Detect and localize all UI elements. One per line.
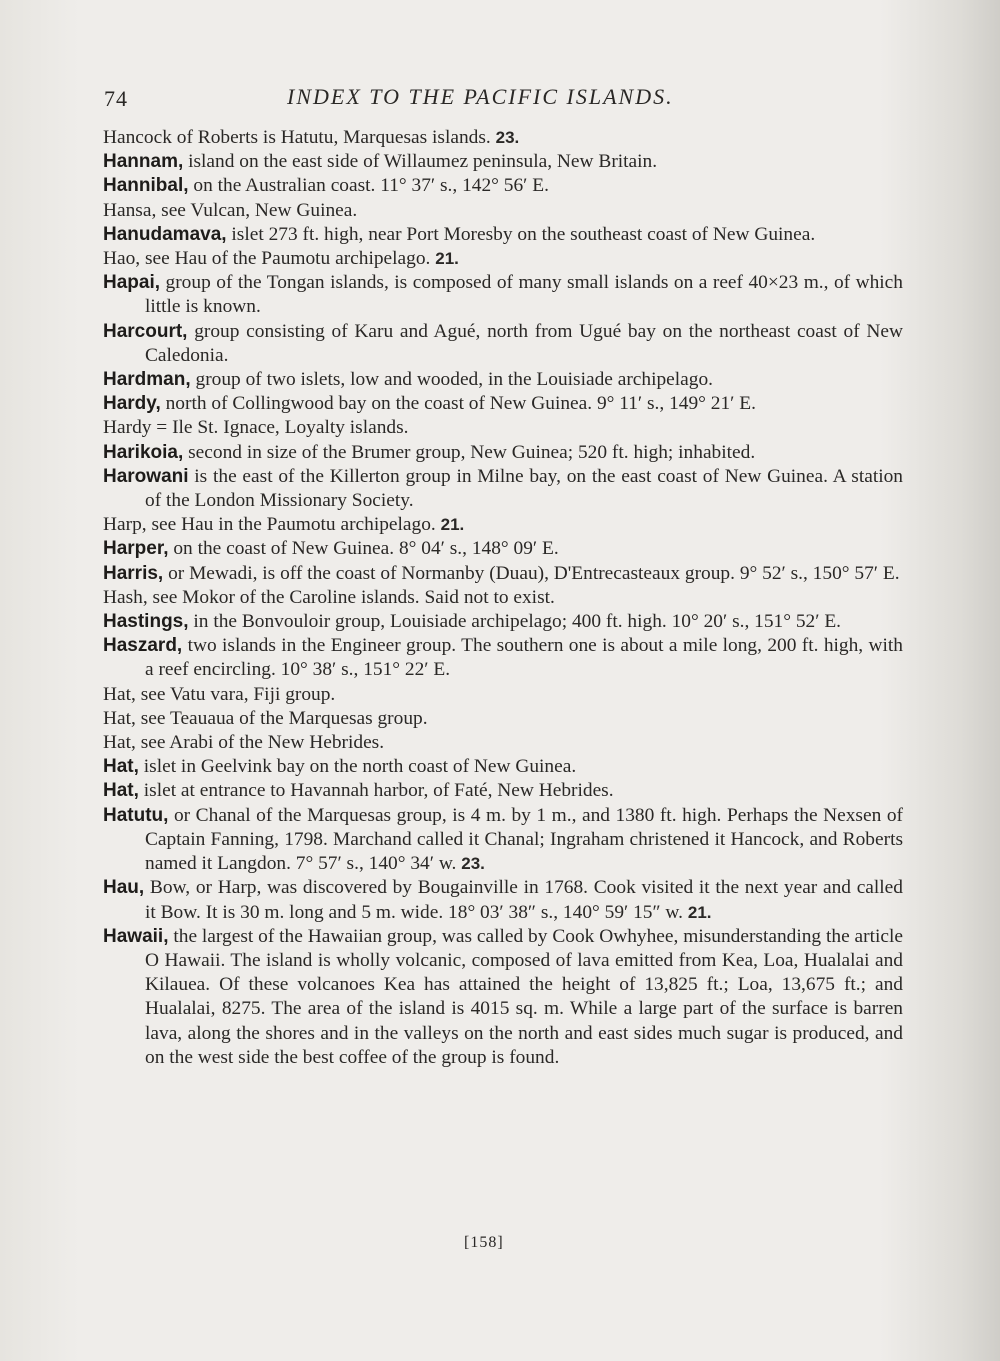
entry-text: Hat, see Arabi of the New Hebrides.: [103, 732, 385, 754]
entry-text: islet 273 ft. high, near Port Moresby on the southeast coast of New Guinea.: [231, 223, 816, 245]
entry-reference: 21.: [435, 249, 459, 269]
entry-headword: Harris,: [103, 562, 164, 584]
entry-text: is the east of the Killerton group in Milne bay, on the east coast of New Guinea. A station of the London Missionary Society.: [145, 465, 903, 512]
entry-headword: Harikoia,: [103, 441, 184, 463]
entry-text: on the Australian coast. 11° 37′ s., 142° 56′ E.: [193, 175, 549, 197]
entry-reference: 23.: [461, 854, 485, 874]
entry-headword: Hat,: [103, 756, 139, 778]
index-entry: [103, 174, 903, 198]
entry-headword: Harcourt,: [103, 320, 188, 342]
index-entry: [103, 126, 903, 150]
index-entry: [103, 779, 903, 803]
entry-text: group of two islets, low and wooded, in the Louisiade archipelago.: [195, 369, 714, 391]
entry-text: islet in Geelvink bay on the north coast of New Guinea.: [143, 756, 577, 778]
entry-text: islet at entrance to Havannah harbor, of Faté, New Hebrides.: [143, 780, 614, 802]
index-entry: [103, 199, 903, 223]
index-entry: [103, 586, 903, 610]
entry-text: in the Bonvouloir group, Louisiade archipelago; 400 ft. high. 10° 20′ s., 151° 52′ E.: [193, 611, 842, 633]
entry-text: the largest of the Hawaiian group, was called by Cook Owhyhee, misunderstanding the article O Hawaii. The island is wholly volcanic, composed of lava emitted from Kea, Loa, Hualalai and Kilauea. Of these volcanoes Kea has attained the height of 13,825 ft.; Loa, 13,675 ft.; and Hualalai, 8275. The area of the island is 4015 sq. m. While a large part of the surface is barren lava, along the shores and in the valleys on the north and east sides much sugar is produced, and on the west side the best coffee of the group is found.: [145, 925, 903, 1068]
entry-headword: Harper,: [103, 538, 169, 560]
index-entry: [103, 416, 903, 440]
entry-text: on the coast of New Guinea. 8° 04′ s., 148° 09′ E.: [173, 538, 559, 560]
entry-text: second in size of the Brumer group, New Guinea; 520 ft. high; inhabited.: [188, 441, 756, 463]
entry-headword: Hapai,: [103, 272, 161, 294]
index-entry: [103, 925, 903, 1070]
entry-headword: Haszard,: [103, 635, 183, 657]
index-entry: [103, 465, 903, 513]
index-entry: [103, 223, 903, 247]
entry-text: Hash, see Mokor of the Caroline islands. Said not to exist.: [103, 586, 555, 608]
index-entry: [103, 731, 903, 755]
entry-headword: Hannibal,: [103, 175, 189, 197]
index-entry: [103, 707, 903, 731]
entry-headword: Hastings,: [103, 611, 189, 633]
index-entry: [103, 562, 903, 586]
entry-reference: 21.: [440, 515, 465, 535]
index-entry: [103, 513, 903, 537]
entry-text: Harp, see Hau in the Paumotu archipelago.: [103, 514, 436, 536]
entry-text: Bow, or Harp, was discovered by Bougainville in 1768. Cook visited it the next year and called it Bow. It is 30 m. long and 5 m. wide. 18° 03′ 38″ s., 140° 59′ 15″ w.: [145, 877, 903, 923]
entry-text: Hancock of Roberts is Hatutu, Marquesas islands.: [103, 127, 491, 148]
index-entry: [103, 150, 903, 174]
folio: [158]: [464, 1234, 504, 1251]
index-entry: [103, 804, 903, 877]
entry-text: Hat, see Teauaua of the Marquesas group.: [103, 707, 428, 729]
entry-headword: Hardman,: [103, 369, 191, 391]
entry-text: island on the east side of Willaumez peninsula, New Britain.: [188, 151, 658, 173]
index-entry: [103, 368, 903, 392]
index-entry: [103, 247, 903, 271]
entry-text: Hat, see Vatu vara, Fiji group.: [103, 683, 336, 705]
index-entry: [103, 634, 903, 682]
entry-headword: Hannam,: [103, 151, 184, 173]
entry-headword: Hardy,: [103, 393, 161, 415]
index-entry: [103, 683, 903, 707]
running-title: INDEX TO THE PACIFIC ISLANDS.: [287, 84, 674, 109]
index-entry: [103, 610, 903, 634]
index-entry: [103, 876, 903, 924]
index-entry: [103, 392, 903, 416]
entry-text: group consisting of Karu and Agué, north from Ugué bay on the northeast coast of New Caledonia.: [145, 320, 903, 366]
entry-headword: Hau,: [103, 877, 145, 899]
entry-text: Hao, see Hau of the Paumotu archipelago.: [103, 248, 431, 270]
entry-text: or Mewadi, is off the coast of Normanby (Duau), D'Entrecasteaux group. 9° 52′ s., 150° 57′ E.: [168, 562, 900, 584]
index-entry: [103, 755, 903, 779]
entry-text: north of Collingwood bay on the coast of New Guinea. 9° 11′ s., 149° 21′ E.: [165, 393, 756, 415]
entry-headword: Hawaii,: [103, 925, 169, 947]
entry-headword: Harowani: [103, 465, 189, 487]
index-entry: [103, 441, 903, 465]
index-entry: [103, 320, 903, 368]
index-entries: [103, 126, 903, 1070]
entry-text: Hardy = Ile St. Ignace, Loyalty islands.: [103, 417, 409, 439]
entry-text: group of the Tongan islands, is composed of many small islands on a reef 40×23 m., of which little is known.: [145, 272, 903, 318]
entry-headword: Hatutu,: [103, 804, 169, 826]
entry-headword: Hanudamava,: [103, 223, 227, 245]
index-entry: [103, 271, 903, 319]
entry-text: or Chanal of the Marquesas group, is 4 m. by 1 m., and 1380 ft. high. Perhaps the Nexsen of Captain Fanning, 1798. Marchand called it Chanal; Ingraham christened it Hancock, and Roberts named it Langdon. 7° 57′ s., 140° 34′ w.: [145, 804, 903, 875]
entry-text: Hansa, see Vulcan, New Guinea.: [103, 199, 358, 221]
entry-headword: Hat,: [103, 780, 139, 802]
entry-text: two islands in the Engineer group. The southern one is about a mile long, 200 ft. high, with a reef encircling. 10° 38′ s., 151° 22′ E.: [145, 635, 903, 681]
entry-reference: 23.: [495, 128, 520, 147]
page-number: 74: [104, 86, 128, 111]
index-entry: [103, 537, 903, 561]
entry-reference: 21.: [687, 902, 712, 922]
